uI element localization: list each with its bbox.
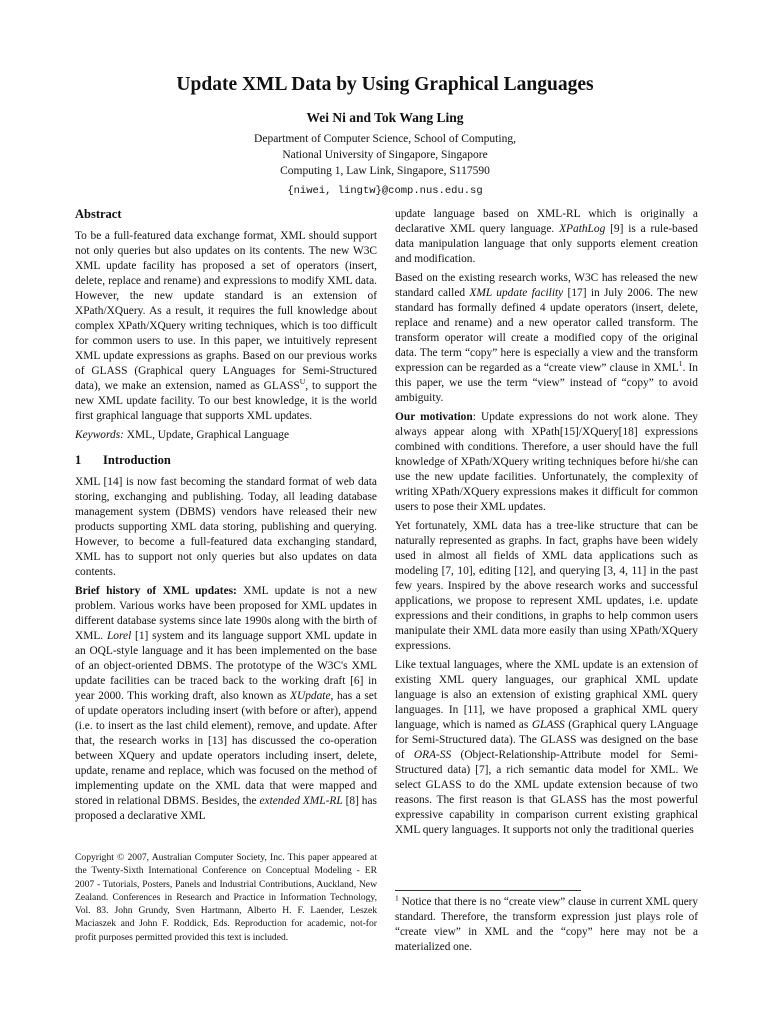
introduction-heading: 1 Introduction — [75, 453, 171, 467]
affiliation-line: Department of Computer Science, School of Computing, — [254, 133, 516, 145]
body-paragraph: update language based on XML-RL which is originally a declarative XML query language. XPathLog [9] is a rule-based data manipulation language that only supports element creation and modification. — [395, 208, 698, 265]
copyright-notice: Copyright © 2007, Australian Computer Society, Inc. This paper appeared at the Twenty-Sixth International Conference on Conceptual Modeling - ER 2007 - Tutorials, Posters, Panels and Industrial Contributions, Auckland, New Zealand. Conferences in Research and Practice in Information Technology, Vol. 83. John Grundy, Sven Hartmann, Alberto H. F. Laender, Leszek Maciaszek and John F. Roddick, Eds. Reproduction for academic, not-for profit purposes permitted provided this text is included. — [75, 852, 377, 943]
footnote-rule — [395, 890, 581, 891]
body-paragraph: Based on the existing research works, W3C has released the new standard called XML update facility [17] in July 2006. The new standard has formally defined 4 update operators (insert, delete, replace and rename) and a new operator called transform. The transform operator will create a modified copy of the original data. The term “copy” here is especially a view and the transform expression can be regarded as a “create view” clause in XML$^1$. In this paper, we use the term “view” instead of “copy” to avoid ambiguity. — [395, 272, 699, 404]
author-email: {niwei, lingtw}@comp.nus.edu.sg — [287, 185, 483, 197]
paper-authors: Wei Ni and Tok Wang Ling — [306, 110, 464, 125]
footnote: $^1$ Notice that there is no “create view” clause in current XML query standard. Therefore, the transform expression just plays role of “create view” in XML and the “copy” here may not be a materialized one. — [395, 893, 698, 953]
affiliation-line: Computing 1, Law Link, Singapore, S117590 — [280, 165, 490, 177]
affiliation — [0, 131, 770, 199]
abstract-text: To be a full-featured data exchange format, XML should support not only queries but also updates on its contents. The new W3C XML update facility has proposed a set of operators (insert, delete, replace and rename) and expressions to modify XML data. However, the new update standard is an extension of XPath/XQuery. As a result, it requires the full knowledge about complex XPath/XQuery writing techniques, which is too difficult for common users to use. In this paper, we intuitively represent XML update expressions as graphs. Based on our previous works of GLASS (Graphical query LAnguages for Semi-Structured data), we make an extension, named as $GLASS^U$, to support the new XML update facility. To our best knowledge, it is the world first graphical language that supports XML updates. — [75, 230, 377, 422]
left-column — [75, 207, 377, 828]
body-paragraph: Yet fortunately, XML data has a tree-like structure that can be naturally represented as graphs. In fact, graphs have been widely used in almost all fields of XML data applications such as modeling [7, 10], editing [12], and querying [3, 4, 11] in the past few years. Inspired by the above research works and successful applications, we propose to represent XML updates, i.e. update expressions and their conditions, in graphs to help common users manipulate their XML data more easily than using XPath/XQuery expressions. — [395, 520, 698, 652]
right-column — [395, 207, 698, 842]
paper-title: Update XML Data by Using Graphical Languages — [176, 74, 594, 95]
affiliation-line: National University of Singapore, Singapore — [282, 149, 488, 161]
motivation-paragraph: Our motivation: Update expressions do not work alone. They always appear along with XPath[15]/XQuery[18] expressions combined with conditions. Therefore, a user should have the full knowledge of XPath/XQuery writing techniques before hi/she can use the new update facilities. Unfortunately, the complexity of writing XPath/XQuery expressions makes it difficult for common users to pose their XML updates. — [395, 411, 698, 513]
history-paragraph: Brief history of XML updates: XML update is not a new problem. Various works have been proposed for XML updates in different database systems since late 1990s along with the birth of XML. Lorel [1] system and its language support XML update in an OQL-style language and it has been implemented on the base of an object-oriented DBMS. The prototype of the W3C's XML update facilities can be traced back to the working draft [6] in year 2000. This working draft, also known as XUpdate, has a set of update operators including insert (with before or after), append (i.e. to insert as the last child element), remove, and update. After that, the research works in [13] has discussed the co-operation between XQuery and update operators including insert, delete, update, rename and replace, which was focused on the method of implementing update on the XML data that were mapped and stored in relational DBMS. Besides, the extended XML-RL [8] has proposed a declarative XML — [75, 585, 377, 822]
body-paragraph: Like textual languages, where the XML update is an extension of existing XML query languages, our graphical XML update language is also an extension of existing graphical XML query languages. In [11], we have proposed a graphical XML query language, which is named as GLASS (Graphical query LAnguage for Semi-Structured data). The GLASS was designed on the base of ORA-SS (Object-Relationship-Attribute model for Semi-Structured data) [7], a rich semantic data model for XML. We select GLASS to do the XML update extension because of two reasons. The first reason is that GLASS has the most powerful expressive capability in comparison current existing graphical XML query languages. It supports not only the traditional queries — [395, 659, 699, 836]
intro-paragraph: XML [14] is now fast becoming the standard format of web data storing, exchanging and publishing. Today, all leading database management system (DBMS) vendors have released their new products supporting XML data storing, publishing and querying. However, to become a full-featured data exchanging standard, XML has to support not only queries but also updates on data contents. — [75, 476, 377, 578]
abstract-heading: Abstract — [75, 207, 122, 221]
keywords: Keywords: XML, Update, Graphical Language — [75, 429, 290, 441]
